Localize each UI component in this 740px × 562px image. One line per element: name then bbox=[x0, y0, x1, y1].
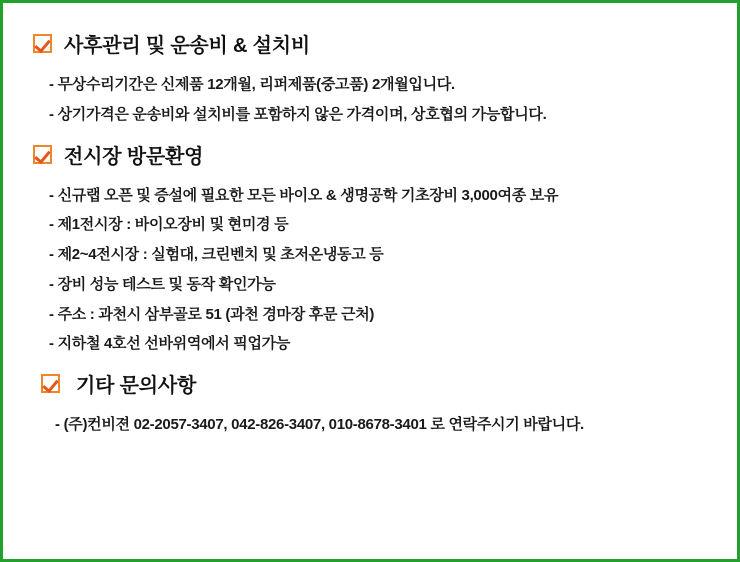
section-title-text: 전시장 방문환영 bbox=[64, 145, 204, 168]
list-item: - 상기가격은 운송비와 설치비를 포함하지 않은 가격이며, 상호협의 가능합니다. bbox=[49, 105, 547, 123]
section-lines bbox=[27, 410, 713, 440]
list-item: - 지하철 4호선 선바위역에서 픽업가능 bbox=[49, 335, 291, 353]
section-heading bbox=[33, 29, 713, 58]
section-heading bbox=[33, 140, 713, 169]
section-title-text: 사후관리 및 운송비 & 설치비 bbox=[64, 35, 310, 57]
list-item: - 제2~4전시장 : 실험대, 크린벤치 및 초저온냉동고 등 bbox=[49, 246, 384, 263]
list-item: - (주)컨비젼 02-2057-3407, 042-826-3407, 010-8678-3401 로 연락주시기 바랍니다. bbox=[55, 416, 584, 433]
checkbox-checked-icon bbox=[33, 145, 52, 164]
list-item: - 주소 : 과천시 삼부골로 51 (과천 경마장 후문 근처) bbox=[49, 305, 375, 323]
checkbox-checked-icon bbox=[33, 34, 52, 53]
list-item: - 장비 성능 테스트 및 동작 확인가능 bbox=[49, 275, 276, 293]
section-heading bbox=[41, 369, 713, 398]
list-item: - 제1전시장 : 바이오장비 및 현미경 등 bbox=[49, 216, 289, 234]
list-item: - 신규랩 오픈 및 증설에 필요한 모든 바이오 & 생명공학 기초장비 3,000여종 보유 bbox=[49, 186, 559, 204]
list-item: - 무상수리기간은 신제품 12개월, 리퍼제품(중고품) 2개월입니다. bbox=[49, 76, 455, 93]
section-lines bbox=[27, 181, 713, 360]
section-lines bbox=[27, 70, 713, 130]
checkbox-checked-icon bbox=[41, 374, 60, 393]
section-showroom bbox=[27, 140, 713, 360]
section-aftercare bbox=[27, 29, 713, 130]
section-etc bbox=[27, 369, 713, 440]
section-title-text: 기타 문의사항 bbox=[76, 375, 197, 397]
